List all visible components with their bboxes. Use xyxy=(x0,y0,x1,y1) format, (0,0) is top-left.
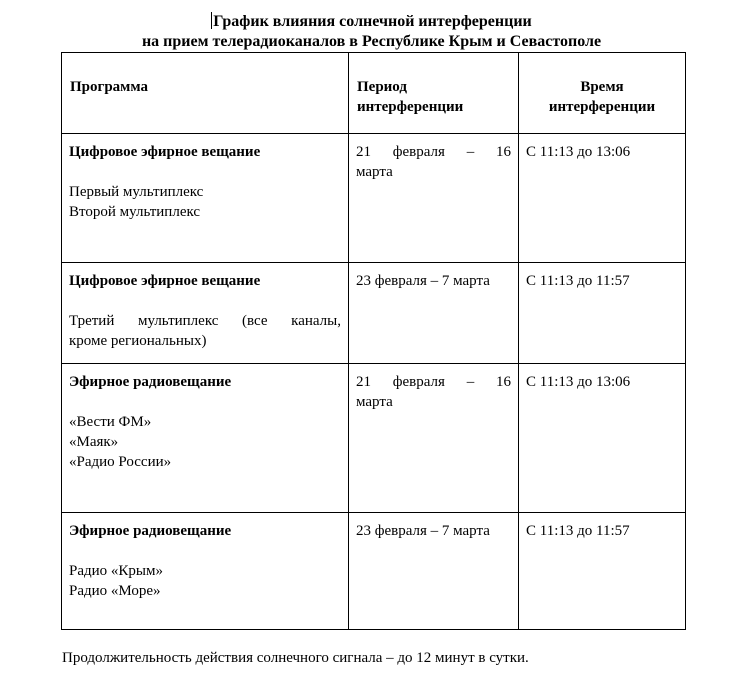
time-cell: С 11:13 до 11:57 xyxy=(519,263,686,364)
program-item: Второй мультиплекс xyxy=(69,204,201,220)
interference-table xyxy=(61,52,686,630)
title-line-2: на прием телерадиоканалов в Республике Крым и Севастополе xyxy=(141,33,602,50)
table-row xyxy=(62,263,686,364)
time-cell: С 11:13 до 13:06 xyxy=(519,134,686,263)
period-cell: 23 февраля – 7 марта xyxy=(349,263,519,364)
program-item: «Маяк» xyxy=(69,434,119,450)
section-title: Цифровое эфирное вещание xyxy=(69,273,261,289)
section-title: Цифровое эфирное вещание xyxy=(69,144,261,160)
program-cell xyxy=(62,513,349,630)
period-cell: 23 февраля – 7 марта xyxy=(349,513,519,630)
header-time: Время интерференции xyxy=(519,53,686,134)
table-row xyxy=(62,364,686,513)
program-cell xyxy=(62,263,349,364)
time-cell: С 11:13 до 13:06 xyxy=(519,364,686,513)
time-cell: С 11:13 до 11:57 xyxy=(519,513,686,630)
period-cell: 21 февраля – 16 марта xyxy=(349,364,519,513)
program-item: Первый мультиплекс xyxy=(69,184,204,200)
section-title: Эфирное радиовещание xyxy=(69,523,232,539)
program-item: «Вести ФМ» xyxy=(69,414,152,430)
program-cell xyxy=(62,134,349,263)
period-cell: 21 февраля – 16 марта xyxy=(349,134,519,263)
title-line-1: График влияния солнечной интерференции xyxy=(213,13,532,30)
program-item: Радио «Крым» xyxy=(69,563,163,579)
section-title: Эфирное радиовещание xyxy=(69,374,232,390)
header-program: Программа xyxy=(62,53,349,134)
program-item: Третий мультиплекс (все каналы, xyxy=(69,313,341,329)
program-item: кроме региональных) xyxy=(69,333,207,349)
table-row xyxy=(62,134,686,263)
document-title xyxy=(0,12,743,52)
footnote: Продолжительность действия солнечного сигнала – до 12 минут в сутки. xyxy=(62,650,529,666)
program-item: Радио «Море» xyxy=(69,583,161,599)
program-item: «Радио России» xyxy=(69,454,172,470)
program-cell xyxy=(62,364,349,513)
table-header-row xyxy=(62,53,686,134)
header-period: Период интерференции xyxy=(349,53,519,134)
table-row xyxy=(62,513,686,630)
